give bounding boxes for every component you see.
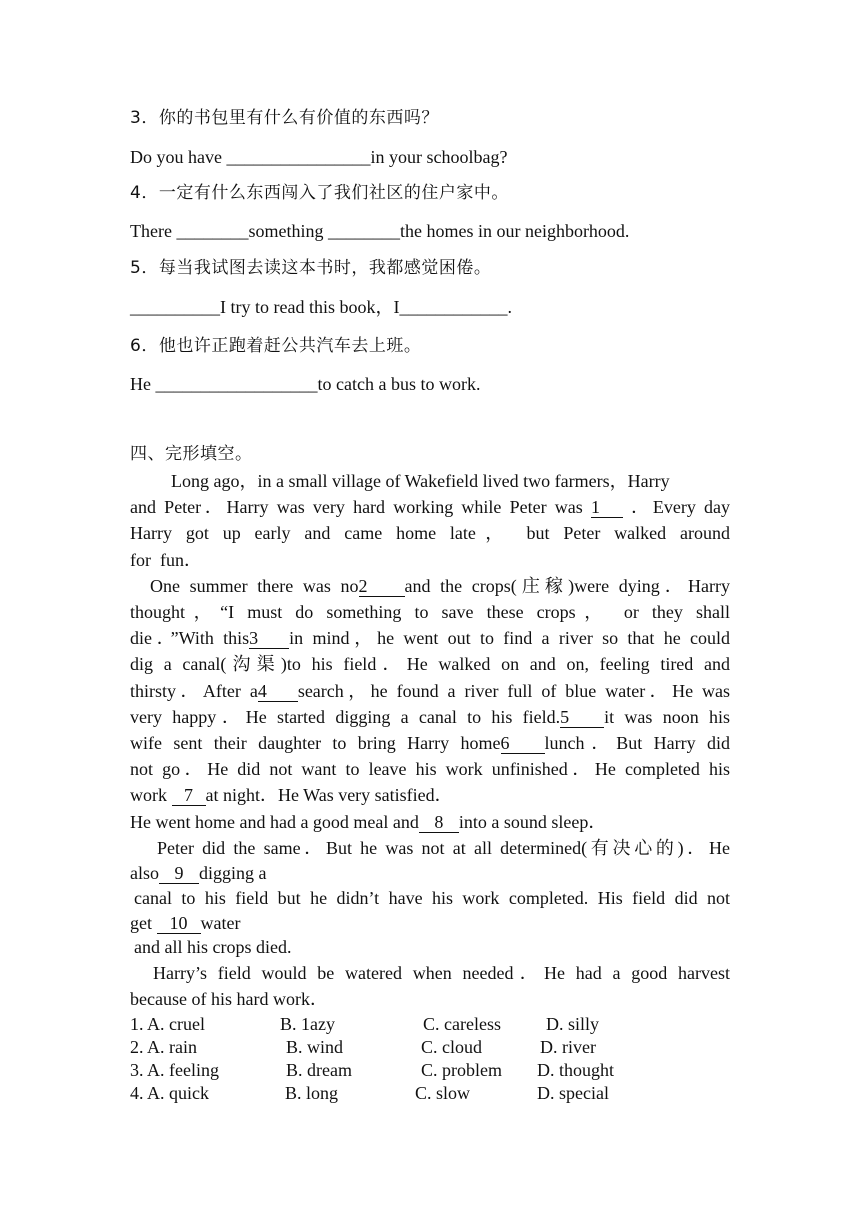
question-5-chinese: 5．每当我试图去读这本书时，我都感觉困倦。 (130, 258, 492, 278)
q5-text-post: . (507, 297, 512, 317)
p1-line-1: Long ago，in a small village of Wakefield lived two farmers，Harry (171, 471, 670, 491)
option-3a: 3. A. feeling (130, 1060, 219, 1080)
blank-4: 4 (258, 681, 298, 702)
p2-line-9 (130, 783, 453, 807)
blank-9: 9 (159, 863, 199, 884)
p2-line-10 (130, 810, 606, 834)
q6-blank: __________________ (155, 374, 318, 394)
q4-text-post: the homes in our neighborhood. (399, 221, 630, 241)
p1-line-3: Harry got up early and came home late， but Peter walked around (130, 523, 730, 543)
q4-text-pre: There (130, 221, 177, 241)
option-3c: C. problem (421, 1060, 502, 1080)
question-6-chinese: 6．他也许正跑着赶公共汽车去上班。 (130, 336, 422, 356)
blank-2: 2 (359, 576, 405, 597)
q5-blank-1: __________ (130, 297, 220, 317)
blank-5: 5 (560, 707, 604, 728)
option-2b: B. wind (286, 1037, 344, 1057)
p1-line-4: for fun． (130, 550, 202, 570)
p2-line-1 (150, 574, 730, 598)
option-4c: C. slow (415, 1083, 471, 1103)
p1-text: and Peter．Harry was very hard working while Peter was (130, 497, 591, 517)
option-1b: B. 1azy (280, 1014, 335, 1034)
p2-text: lunch．But Harry did (544, 733, 730, 753)
option-3b: B. dream (286, 1060, 352, 1080)
p2-text: in mind，he went out to find a river so that he could (289, 628, 731, 648)
q4-text-mid: something (248, 221, 328, 241)
q6-text-post: to catch a bus to work. (317, 374, 481, 394)
blank-10: 10 (157, 913, 201, 934)
blank-8: 8 (419, 812, 459, 833)
option-1a: 1. A. cruel (130, 1014, 205, 1034)
option-2c: C. cloud (421, 1037, 482, 1057)
p2-line-2: thought，“I must do something to save these crops， or they shall (130, 602, 730, 622)
question-3-chinese: 3．你的书包里有什么有价值的东西吗？ (130, 108, 439, 128)
p2-text: One summer there was no (150, 576, 359, 596)
p2-text: search，he found a river full of blue water．He was (297, 681, 731, 701)
p1-line-2 (130, 495, 730, 519)
p2-text: into a sound sleep． (458, 812, 607, 832)
p2-text: wife sent their daughter to bring Harry home (130, 733, 501, 753)
q4-blank-2: ________ (327, 221, 400, 241)
p2-line-6 (130, 705, 730, 729)
p4-line-2: because of his hard work． (130, 989, 328, 1009)
q6-text-pre: He (130, 374, 156, 394)
p3-text: also (130, 863, 159, 883)
question-4-english (130, 219, 629, 243)
option-4d: D. special (537, 1083, 609, 1103)
p2-line-3 (130, 626, 730, 650)
question-4-chinese: 4．一定有什么东西闯入了我们社区的住户家中。 (130, 183, 509, 203)
p2-text: He went home and had a good meal and (130, 812, 419, 832)
question-5-english (130, 295, 512, 319)
p2-text: it was noon his (604, 707, 730, 727)
p1-text: ．Every day (622, 497, 731, 517)
option-2d: D. river (540, 1037, 596, 1057)
blank-1: 1 (591, 497, 623, 518)
p2-line-4: dig a canal(沟渠)to his field．He walked on and on, feeling tired and (130, 654, 730, 674)
p3-line-1: Peter did the same．But he was not at all determined(有决心的)．He (157, 838, 730, 858)
p3-text: water (200, 913, 241, 933)
p2-text: at night．He Was very satisfied． (205, 785, 453, 805)
option-4b: B. long (285, 1083, 339, 1103)
p2-text: very happy．He started digging a canal to his field. (130, 707, 561, 727)
p4-line-1: Harry’s field would be watered when needed．He had a good harvest (153, 963, 730, 983)
p3-text: get (130, 913, 157, 933)
question-3-english (130, 145, 507, 169)
p3-line-5: and all his crops died. (134, 937, 292, 957)
q3-blank: ________________ (226, 147, 371, 167)
blank-6: 6 (501, 733, 545, 754)
p2-text: thirsty．After a (130, 681, 258, 701)
option-2a: 2. A. rain (130, 1037, 197, 1057)
p3-line-2 (130, 861, 267, 885)
option-1d: D. silly (546, 1014, 600, 1034)
option-3d: D. thought (537, 1060, 615, 1080)
p2-line-7 (130, 731, 730, 755)
blank-7: 7 (172, 785, 206, 806)
p2-line-8: not go．He did not want to leave his work unfinished．He completed his (130, 759, 730, 779)
p3-line-4 (130, 911, 240, 935)
q5-text-mid: I try to read this book，I (220, 297, 400, 317)
p2-text: and the crops(庄稼)were dying．Harry (404, 576, 730, 596)
q3-text-post: in your schoolbag? (370, 147, 508, 167)
p3-line-3: canal to his field but he didn’t have his work completed. His field did not (134, 888, 730, 908)
p3-text: digging a (199, 863, 267, 883)
section-heading: 四、完形填空。 (130, 444, 253, 464)
blank-3: 3 (249, 628, 289, 649)
p2-text: work (130, 785, 172, 805)
option-1c: C. careless (423, 1014, 501, 1034)
q3-text-pre: Do you have (130, 147, 227, 167)
p2-text: die．”With this (130, 628, 250, 648)
question-6-english (130, 372, 480, 396)
p2-line-5 (130, 679, 730, 703)
q5-blank-2: ____________ (399, 297, 508, 317)
q4-blank-1: ________ (176, 221, 249, 241)
option-4a: 4. A. quick (130, 1083, 209, 1103)
